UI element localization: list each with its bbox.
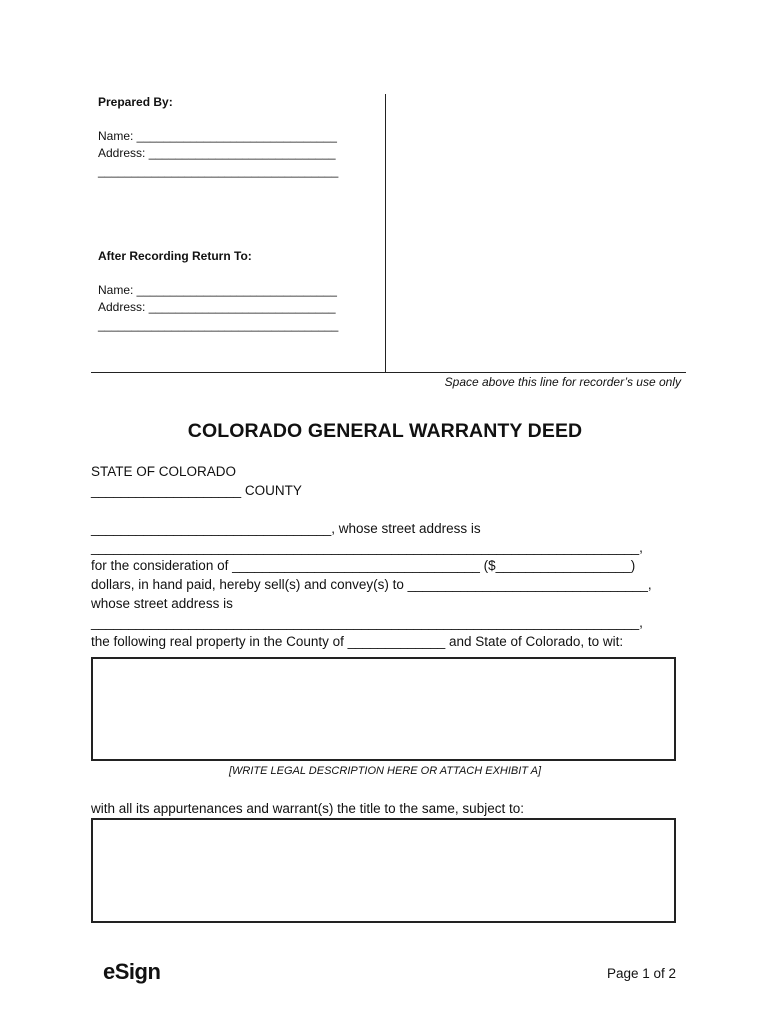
recorder-divider-vertical [385, 94, 386, 373]
grantor-address-field[interactable]: _________________________________________________________________________, [91, 540, 643, 555]
county-field[interactable]: ____________________ COUNTY [91, 483, 302, 498]
grantee-field[interactable]: dollars, in hand paid, hereby sell(s) and convey(s) to ________________________________, [91, 577, 652, 592]
property-county-field[interactable]: the following real property in the County of _____________ and State of Colorado, to wit: [91, 634, 624, 649]
prepared-by-heading: Prepared By: [98, 95, 173, 109]
consideration-field[interactable]: for the consideration of _________________________________ ($__________________) [91, 558, 636, 573]
prepared-address-field[interactable]: Address: ____________________________ [98, 146, 336, 160]
state-line: STATE OF COLORADO [91, 464, 237, 479]
esign-logo: eSign [103, 959, 161, 984]
appurtenances-line: with all its appurtenances and warrant(s) the title to the same, subject to: [91, 801, 524, 816]
grantee-address-field[interactable]: _________________________________________________________________________, [91, 615, 643, 630]
return-address-field[interactable]: Address: ____________________________ [98, 300, 336, 314]
page-number: Page 1 of 2 [606, 966, 676, 981]
return-address-extra-field[interactable]: ____________________________________ [98, 318, 339, 332]
recorder-note: Space above this line for recorder’s use only [444, 375, 681, 389]
grantor-field[interactable]: ________________________________, whose street address is [91, 521, 481, 536]
legal-description-box[interactable] [91, 657, 676, 761]
legal-description-caption: [WRITE LEGAL DESCRIPTION HERE OR ATTACH EXHIBIT A] [228, 765, 542, 777]
document-title: COLORADO GENERAL WARRANTY DEED [187, 420, 583, 442]
return-name-field[interactable]: Name: ______________________________ [98, 283, 337, 297]
grantee-address-label: whose street address is [91, 596, 233, 611]
return-to-heading: After Recording Return To: [98, 249, 252, 263]
recorder-divider-horizontal [91, 372, 686, 373]
subject-to-box[interactable] [91, 818, 676, 923]
prepared-address-extra-field[interactable]: ____________________________________ [98, 164, 339, 178]
prepared-name-field[interactable]: Name: ______________________________ [98, 129, 337, 143]
